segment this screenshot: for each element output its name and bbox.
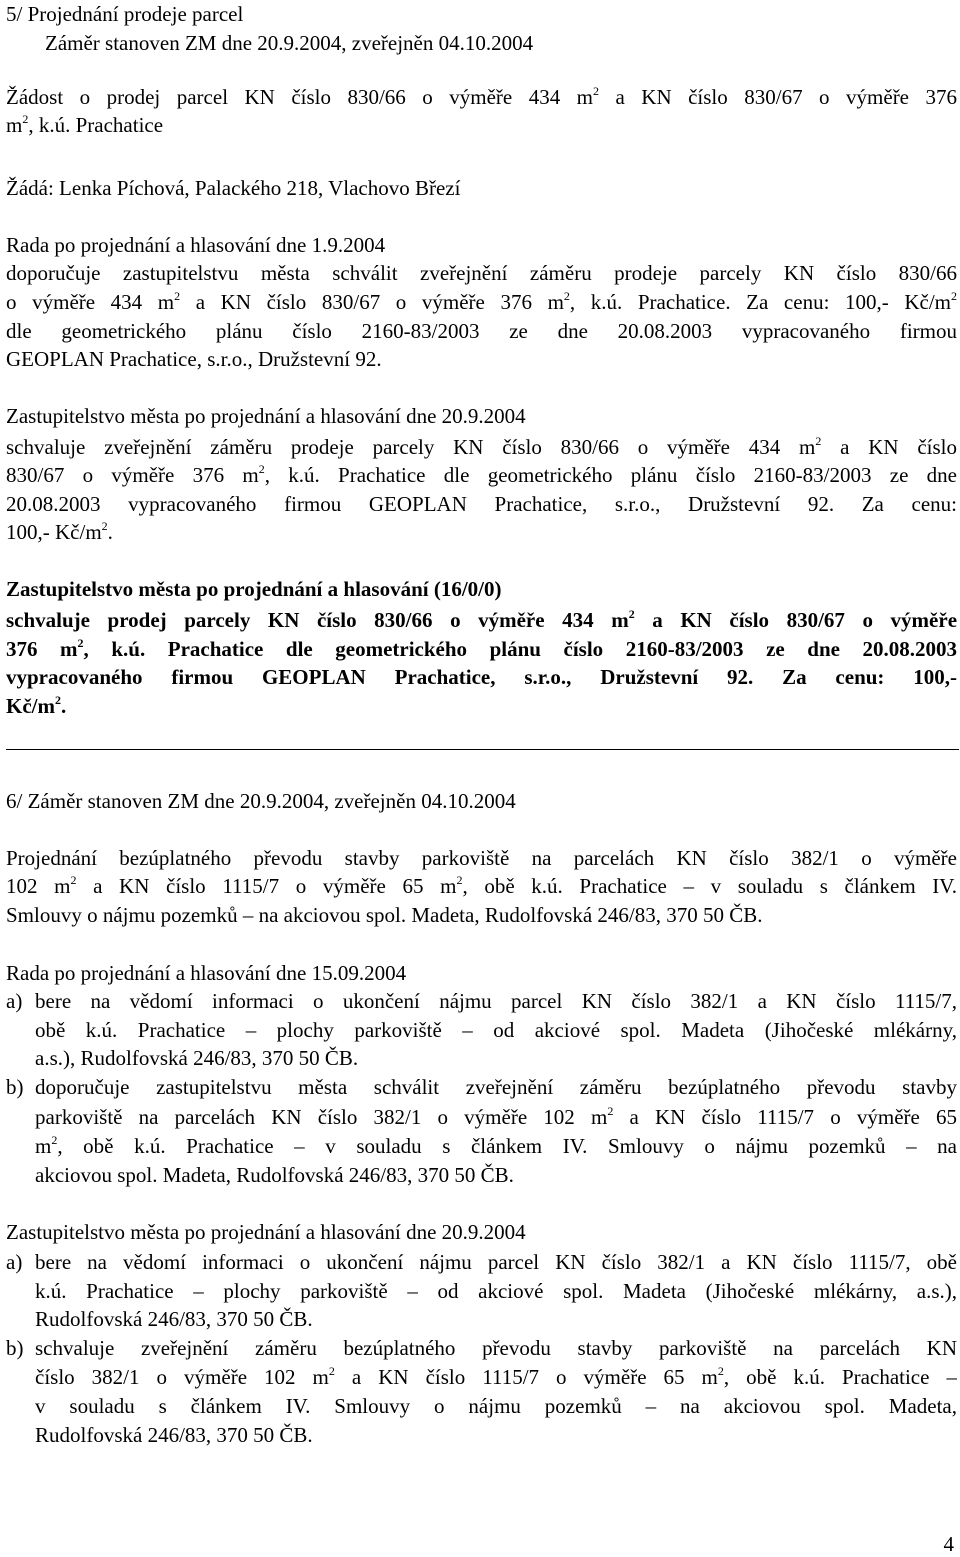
rada-item-b-line: doporučuje zastupitelstvu města schválit zveřejnění záměru bezúplatného převodu stavby: [35, 1075, 957, 1099]
council-item-b-line: Rudolfovská 246/83, 370 50 ČB.: [35, 1423, 313, 1447]
rada-heading: Rada po projednání a hlasování dne 15.09.2004: [6, 961, 407, 985]
rada-text-line: GEOPLAN Prachatice, s.r.o., Družstevní 92.: [6, 347, 382, 371]
council-heading: Zastupitelstvo města po projednání a hlasování dne 20.9.2004: [6, 404, 526, 428]
rada-text-line: doporučuje zastupitelstvu města schválit zveřejnění záměru prodeje parcely KN číslo 830/66: [6, 261, 957, 285]
council-text-line: 20.08.2003 vypracovaného firmou GEOPLAN Prachatice, s.r.o., Družstevní 92. Za cenu:: [6, 492, 957, 516]
council-item-a-line: Rudolfovská 246/83, 370 50 ČB.: [35, 1307, 313, 1331]
request-line: $m^2$, k.ú. Prachatice: [6, 112, 164, 137]
rada-item-a-line: a.s.), Rudolfovská 246/83, 370 50 ČB.: [35, 1046, 359, 1070]
council-vote-heading: Zastupitelstvo města po projednání a hlasování (16/0/0): [6, 577, 502, 601]
section-5-heading: 5/ Projednání prodeje parcel: [6, 2, 244, 26]
list-marker: a): [6, 1250, 23, 1274]
rada-text-line: o výměře 434 $m^2$ a KN číslo 830/67 o výměře 376 $m^2$, k.ú. Prachatice. Za cenu: 100,- $Kč/m^2$: [6, 289, 957, 314]
list-marker: a): [6, 989, 23, 1013]
council-text-line: 830/67 o výměře 376 $m^2$, k.ú. Prachatice dle geometrického plánu číslo 2160-83/2003 ze dne: [6, 462, 957, 487]
council-vote-text-line: 376 $m^2$, k.ú. Prachatice dle geometrického plánu číslo 2160-83/2003 ze dne 20.08.2003: [6, 636, 957, 661]
request-line: Žádost o prodej parcel KN číslo 830/66 o výměře 434 $m^2$ a KN číslo 830/67 o výměře 376: [6, 84, 957, 109]
section-5-subheading: Záměr stanoven ZM dne 20.9.2004, zveřejněn 04.10.2004: [45, 31, 534, 55]
council-item-b-line: v souladu s článkem IV. Smlouvy o nájmu pozemků – na akciovou spol. Madeta,: [35, 1394, 957, 1418]
applicant-line: Žádá: Lenka Píchová, Palackého 218, Vlachovo Březí: [6, 176, 461, 200]
proposal-text-line: Smlouvy o nájmu pozemků – na akciovou spol. Madeta, Rudolfovská 246/83, 370 50 ČB.: [6, 903, 763, 927]
rada-item-a-line: obě k.ú. Prachatice – plochy parkoviště – od akciové spol. Madeta (Jihočeské mlékárny,: [35, 1018, 957, 1042]
rada-text-line: dle geometrického plánu číslo 2160-83/2003 ze dne 20.08.2003 vypracovaného firmou: [6, 319, 957, 343]
council-item-b-line: číslo 382/1 o výměře 102 $m^2$ a KN číslo 1115/7 o výměře 65 $m^2$, obě k.ú. Prachatice –: [35, 1364, 957, 1389]
rada-item-b-line: parkoviště na parcelách KN číslo 382/1 o výměře 102 $m^2$ a KN číslo 1115/7 o výměře 65: [35, 1104, 957, 1129]
list-marker: b): [6, 1075, 24, 1099]
council-vote-text-line: $Kč/m^2$.: [6, 693, 67, 718]
council-item-b-line: schvaluje zveřejnění záměru bezúplatného převodu stavby parkoviště na parcelách KN: [35, 1336, 957, 1360]
council-vote-text-line: vypracovaného firmou GEOPLAN Prachatice, s.r.o., Družstevní 92. Za cenu: 100,-: [6, 665, 957, 689]
section-divider: [6, 749, 959, 750]
proposal-text-line: Projednání bezúplatného převodu stavby parkoviště na parcelách KN číslo 382/1 o výměře: [6, 846, 957, 870]
council-text-line: schvaluje zveřejnění záměru prodeje parcely KN číslo 830/66 o výměře 434 $m^2$ a KN číslo: [6, 434, 957, 459]
rada-item-a-line: bere na vědomí informaci o ukončení nájmu parcel KN číslo 382/1 a KN číslo 1115/7,: [35, 989, 957, 1013]
council-heading: Zastupitelstvo města po projednání a hlasování dne 20.9.2004: [6, 1220, 526, 1244]
rada-item-b-line: $m^2$, obě k.ú. Prachatice – v souladu s článkem IV. Smlouvy o nájmu pozemků – na: [35, 1133, 957, 1158]
council-item-a-line: k.ú. Prachatice – plochy parkoviště – od akciové spol. Madeta (Jihočeské mlékárny, a.s.),: [35, 1279, 957, 1303]
council-vote-text-line: schvaluje prodej parcely KN číslo 830/66 o výměře 434 $m^2$ a KN číslo 830/67 o výměře: [6, 607, 957, 632]
page-number: 4: [943, 1532, 954, 1556]
council-item-a-line: bere na vědomí informaci o ukončení nájmu parcel KN číslo 382/1 a KN číslo 1115/7, obě: [35, 1250, 957, 1274]
rada-item-b-line: akciovou spol. Madeta, Rudolfovská 246/83, 370 50 ČB.: [35, 1163, 514, 1187]
section-6-heading: 6/ Záměr stanoven ZM dne 20.9.2004, zveřejněn 04.10.2004: [6, 789, 516, 813]
proposal-text-line: 102 $m^2$ a KN číslo 1115/7 o výměře 65 $m^2$, obě k.ú. Prachatice – v souladu s článkem IV.: [6, 873, 957, 898]
council-text-line: 100,- $Kč/m^2$.: [6, 519, 113, 544]
rada-heading: Rada po projednání a hlasování dne 1.9.2004: [6, 233, 386, 257]
list-marker: b): [6, 1336, 24, 1360]
